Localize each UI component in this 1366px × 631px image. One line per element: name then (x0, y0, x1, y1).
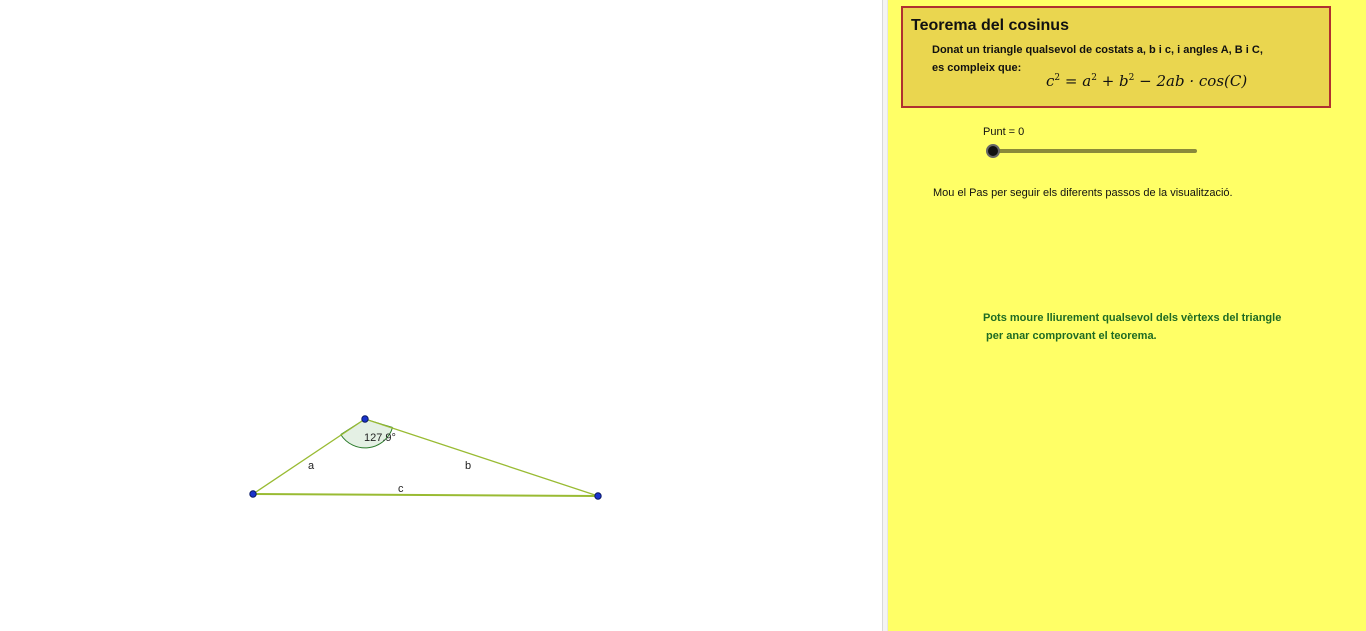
formula-exponent: 2 (1128, 73, 1135, 83)
hint-text: Pots moure lliurement qualsevol dels vèrtexs del triangle (983, 312, 1282, 324)
formula-a: a (1082, 72, 1092, 90)
instruction-text: Mou el Pas per seguir els diferents passos de la visualització. (933, 187, 1233, 199)
panel-title: Teorema del cosinus (911, 17, 1069, 34)
info-panel (888, 0, 1366, 631)
side-c-label: c (398, 483, 404, 495)
description-line: es compleix que: (932, 62, 1022, 74)
description-line: Donat un triangle qualsevol de costats a, b i c, i angles A, B i C, (932, 44, 1263, 56)
formula-c: c (1046, 72, 1055, 90)
formula-rest: − 2ab · cos(C) (1134, 72, 1248, 90)
side-a-label: a (308, 460, 315, 472)
formula-eq: = (1060, 72, 1083, 90)
hint-text: per anar comprovant el teorema. (983, 330, 1157, 342)
side-b-label: b (465, 460, 472, 472)
slider-label: Punt = 0 (983, 126, 1025, 138)
formula-exponent: 2 (1054, 73, 1061, 83)
vertex-point[interactable] (362, 416, 368, 422)
vertex-point[interactable] (250, 491, 256, 497)
title-box (901, 6, 1331, 108)
formula-exponent: 2 (1091, 73, 1097, 83)
cosine-formula (1046, 72, 1247, 90)
vertex-point[interactable] (595, 493, 601, 499)
side-a[interactable] (253, 419, 365, 494)
punt-slider-handle[interactable] (986, 144, 1000, 158)
punt-slider-track[interactable] (989, 149, 1197, 153)
angle-label: 127.9° (364, 432, 396, 444)
side-c[interactable] (253, 494, 598, 496)
formula-b: b (1119, 72, 1129, 90)
formula-plus: + (1096, 72, 1120, 90)
